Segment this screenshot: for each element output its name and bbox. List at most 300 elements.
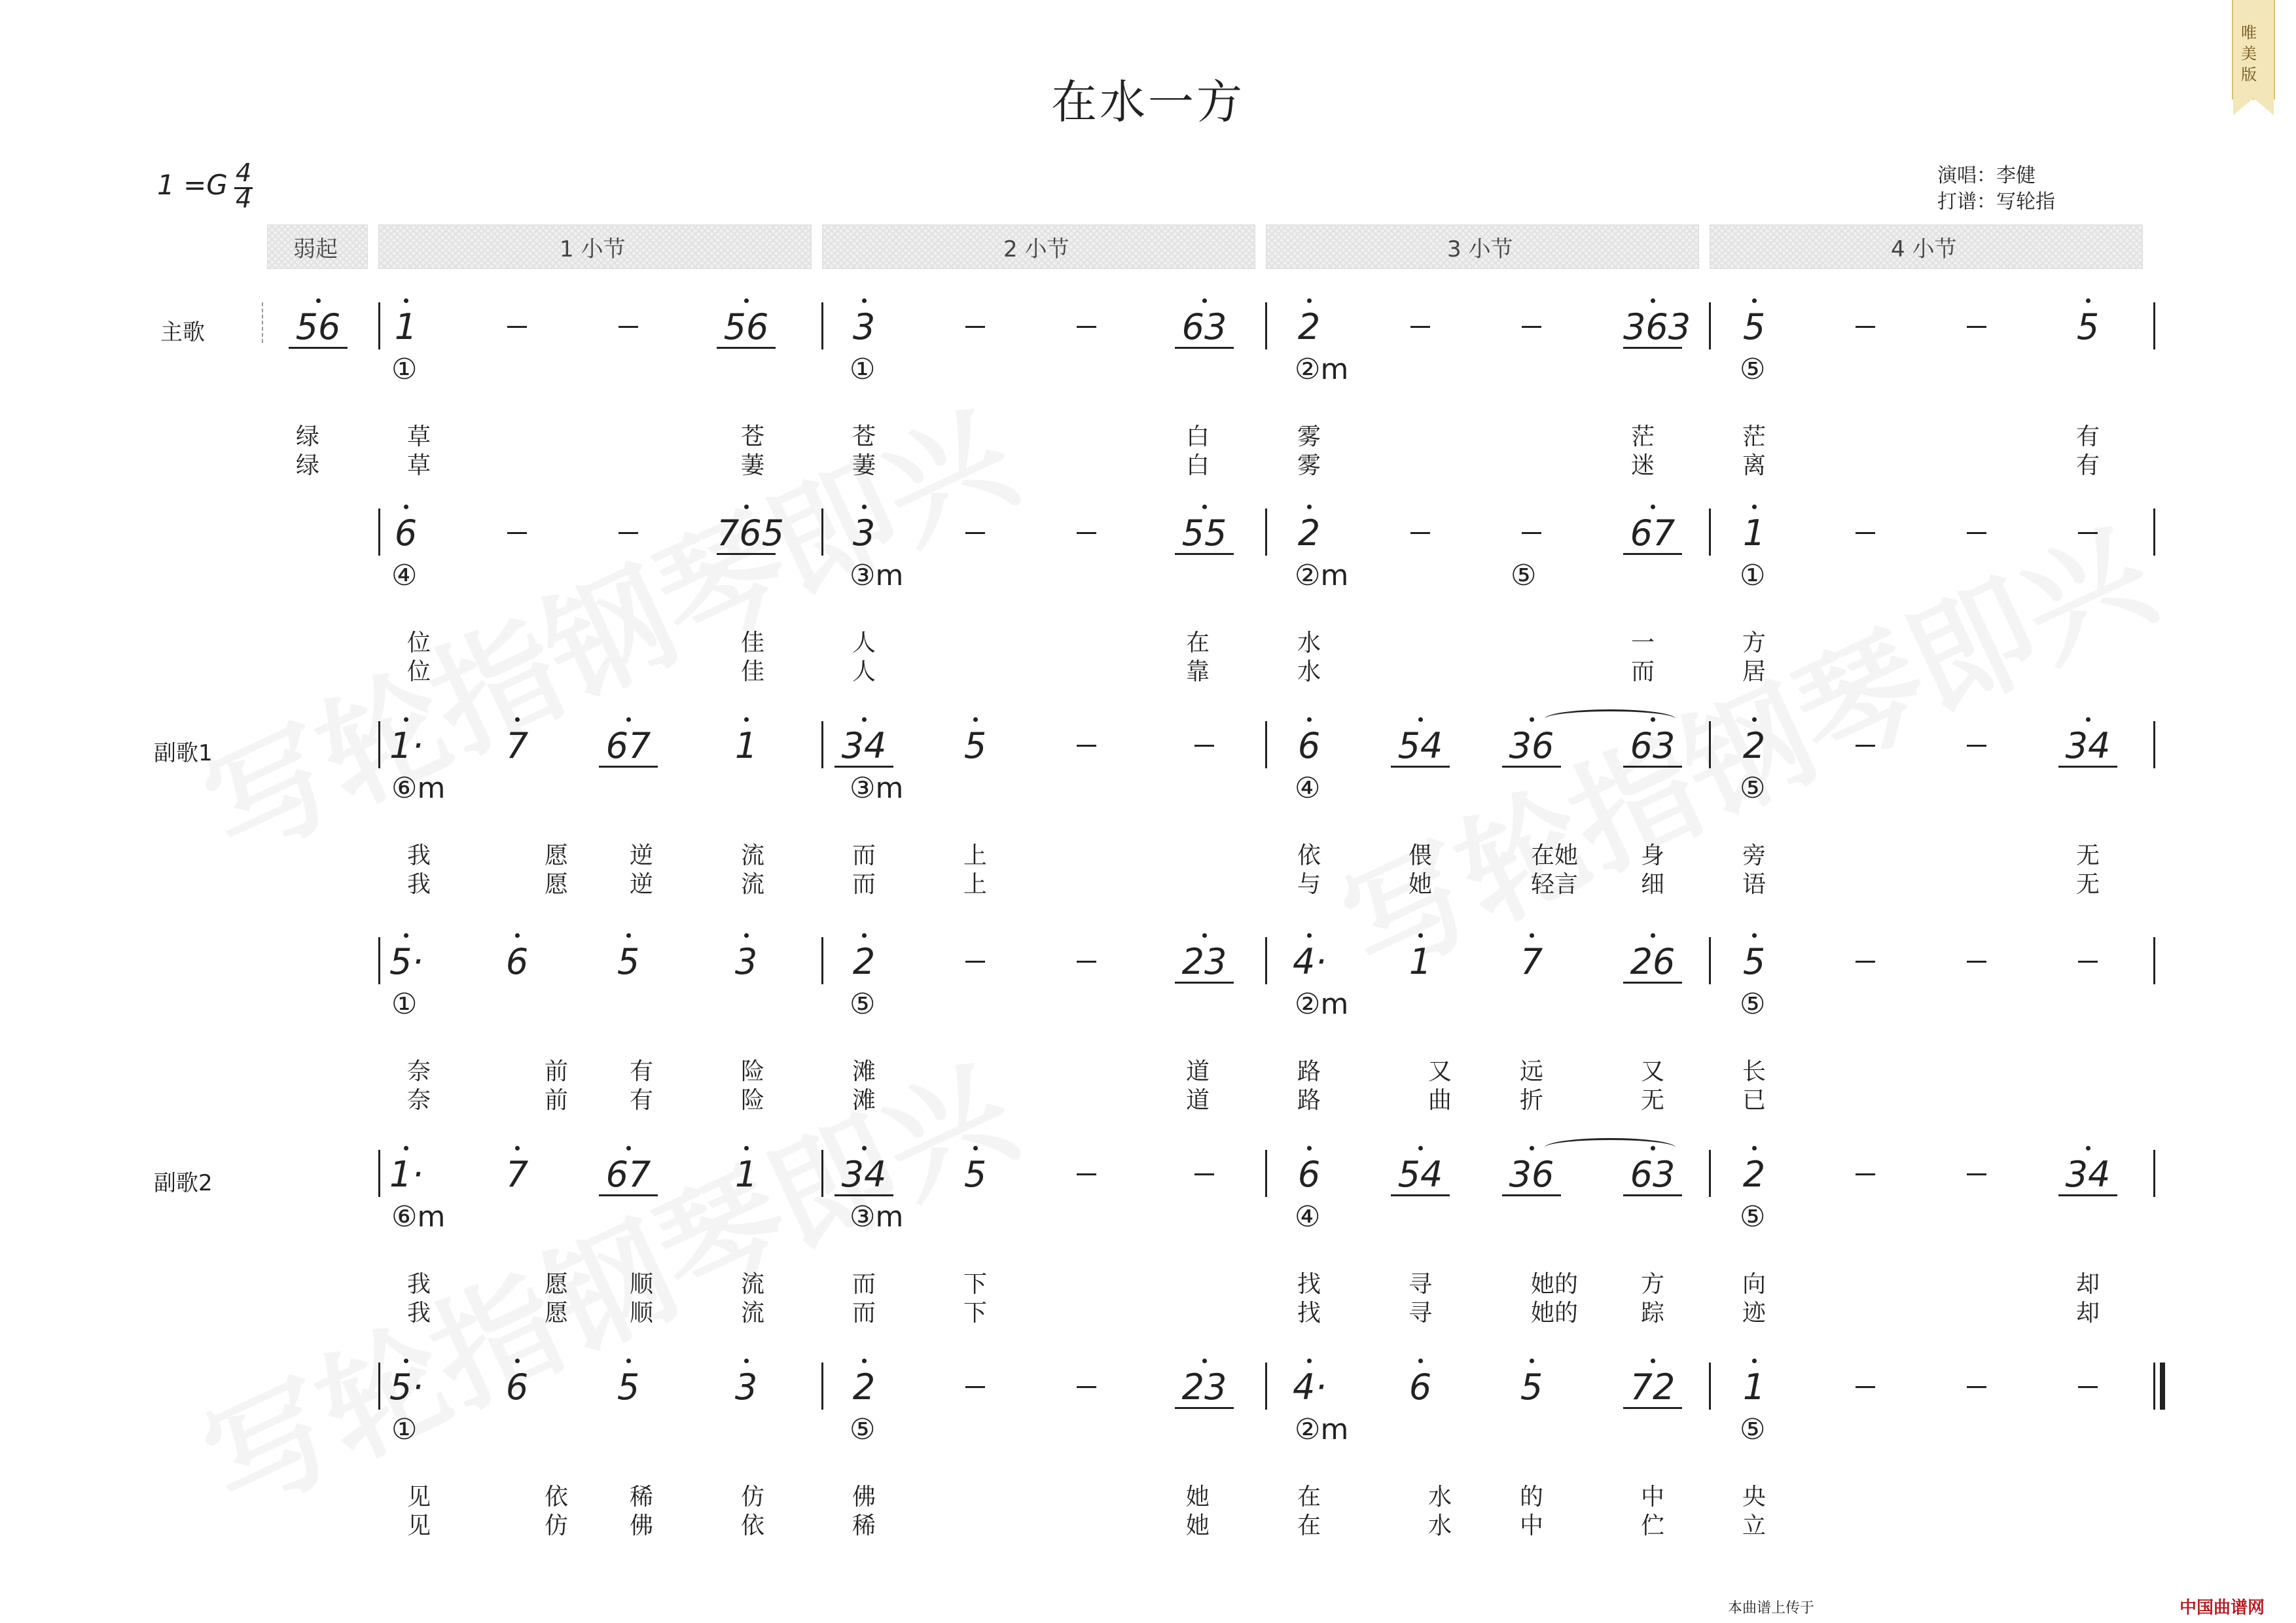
- lyric-line1: 远: [1519, 1058, 1543, 1085]
- lyric-line2: 愿: [544, 871, 568, 898]
- barline: [2153, 1363, 2155, 1410]
- lyric-line2: 折: [1519, 1087, 1543, 1114]
- lyric-line2: 仿: [544, 1512, 568, 1539]
- lyric-line2: 却: [2075, 1300, 2100, 1327]
- note: 2: [1742, 725, 1766, 766]
- lyric-line1: 偎: [1408, 842, 1432, 869]
- lyric-line2: 滩: [852, 1087, 876, 1114]
- lyric-line2: 而: [852, 1300, 876, 1327]
- lyric-line1: 茫: [1742, 423, 1766, 450]
- dash-sustain: [619, 326, 638, 328]
- octave-dot: [1202, 298, 1207, 303]
- lyric-line2: 依: [740, 1512, 764, 1539]
- fingering: ⑤: [850, 1413, 876, 1446]
- note: 23: [1175, 1368, 1234, 1409]
- lyric-line2: 顺: [629, 1300, 653, 1327]
- note: 67: [599, 1155, 658, 1196]
- note: 34: [2058, 1155, 2117, 1196]
- note: 5: [963, 1154, 987, 1195]
- lyric-line1: 茫: [1630, 423, 1655, 450]
- dash-sustain: [965, 1386, 985, 1388]
- note: 5: [617, 1366, 640, 1408]
- octave-dot: [1530, 1146, 1534, 1150]
- lyric-line2: 位: [406, 658, 431, 685]
- barline: [1265, 508, 1267, 556]
- note: 63: [1623, 726, 1682, 768]
- barline: [1265, 721, 1267, 768]
- lyric-line1: 水: [1297, 630, 1321, 656]
- barline: [1265, 1150, 1267, 1197]
- octave-dot: [1307, 298, 1312, 303]
- footer-logo: 中国曲谱网: [2179, 1598, 2265, 1618]
- fingering: ③m: [850, 1200, 904, 1234]
- fingering: ①: [1740, 559, 1766, 592]
- lyric-line1: 方: [1640, 1271, 1664, 1298]
- lyric-line1: 见: [406, 1484, 431, 1510]
- barline: [1709, 1150, 1711, 1197]
- lyric-line1: 愿: [544, 842, 568, 869]
- lyric-line1: 绿: [295, 423, 319, 450]
- note: 6: [1297, 725, 1321, 766]
- barline: [378, 1150, 380, 1197]
- lyric-line2: 草: [406, 452, 431, 479]
- lyric-line2: 道: [1185, 1087, 1210, 1114]
- barline: [2153, 937, 2155, 984]
- octave-dot: [404, 717, 408, 722]
- lyric-line2: 而: [1630, 658, 1655, 685]
- dash-sustain: [507, 326, 527, 328]
- fingering: ⑤: [1511, 559, 1537, 592]
- lyric-line2: 轻言: [1530, 871, 1578, 898]
- lyric-line1: 寻: [1408, 1271, 1432, 1298]
- lyric-line2: 下: [963, 1300, 987, 1327]
- octave-dot: [404, 505, 408, 509]
- lyric-line2: 与: [1297, 871, 1321, 898]
- note: 55: [1175, 514, 1234, 555]
- lyric-line2: 前: [544, 1087, 568, 1114]
- fingering: ①: [391, 1413, 418, 1446]
- lyric-line2: 居: [1742, 658, 1766, 685]
- octave-dot: [626, 717, 631, 722]
- octave-dot: [404, 933, 408, 938]
- dash-sustain: [965, 532, 985, 534]
- lyric-line2: 而: [852, 871, 876, 898]
- note: 5: [1742, 941, 1766, 982]
- barline: [2153, 1150, 2155, 1197]
- octave-dot: [1651, 933, 1655, 938]
- octave-dot: [1752, 298, 1757, 303]
- octave-dot: [1307, 717, 1312, 722]
- fingering: ⑥m: [391, 772, 446, 805]
- slur: [1545, 1138, 1676, 1157]
- page-title: 在水一方: [1051, 75, 1245, 129]
- note: 2: [852, 941, 876, 982]
- lyric-line2: 有: [2075, 452, 2100, 479]
- fingering: ⑤: [1740, 1200, 1766, 1234]
- note: 6: [505, 941, 529, 982]
- lyric-line1: 仿: [740, 1484, 764, 1510]
- fingering: ④: [1295, 772, 1321, 805]
- note: 4·: [1293, 941, 1327, 982]
- badge-char: 版: [2241, 65, 2257, 84]
- lyric-line1: 又: [1640, 1058, 1664, 1085]
- fingering: ①: [391, 988, 418, 1021]
- dash-sustain: [1522, 532, 1541, 534]
- octave-dot: [2086, 717, 2090, 722]
- note: 34: [2058, 726, 2117, 768]
- octave-dot: [1530, 1359, 1534, 1363]
- barline: [378, 721, 380, 768]
- fingering: ④: [391, 559, 418, 592]
- note: 3: [852, 512, 876, 554]
- octave-dot: [1418, 933, 1423, 938]
- note: 5: [617, 941, 640, 982]
- octave-dot: [1752, 1146, 1757, 1150]
- lyric-line2: 水: [1427, 1512, 1452, 1539]
- note: 1·: [389, 1154, 423, 1195]
- note: 5·: [389, 1366, 423, 1408]
- fingering: ②m: [1295, 353, 1349, 386]
- lyric-line2: 伫: [1640, 1512, 1664, 1539]
- note: 34: [834, 1155, 893, 1196]
- octave-dot: [1752, 717, 1757, 722]
- ruler-label: 1 小节: [560, 236, 626, 262]
- note: 56: [289, 308, 348, 349]
- lyric-line2: 她: [1185, 1512, 1210, 1539]
- octave-dot: [1651, 298, 1655, 303]
- note: 5: [2076, 306, 2100, 348]
- octave-dot: [973, 717, 978, 722]
- barline: [1709, 1363, 1711, 1410]
- lyric-line2: 萋: [740, 452, 764, 479]
- octave-dot: [515, 1146, 520, 1150]
- ruler-label: 4 小节: [1891, 236, 1957, 262]
- lyric-line2: 佳: [740, 658, 764, 685]
- octave-dot: [862, 1146, 867, 1150]
- lyric-line2: 见: [406, 1512, 431, 1539]
- dash-sustain: [1967, 532, 1986, 534]
- lyric-line2: 中: [1519, 1512, 1543, 1539]
- lyric-line1: 水: [1427, 1484, 1452, 1510]
- dash-sustain: [1194, 745, 1214, 747]
- note: 2: [1297, 306, 1321, 348]
- octave-dot: [1202, 1359, 1207, 1363]
- singer-credit: 演唱：李健: [1937, 164, 2036, 187]
- octave-dot: [744, 717, 749, 722]
- octave-dot: [1752, 1359, 1757, 1363]
- fingering: ⑤: [1740, 353, 1766, 386]
- lyric-line2: 雾: [1297, 452, 1321, 479]
- fingering: ⑤: [1740, 988, 1766, 1021]
- dash-sustain: [1077, 326, 1096, 328]
- lyric-line1: 向: [1742, 1271, 1766, 1298]
- octave-dot: [2086, 298, 2090, 303]
- lyric-line1: 顺: [629, 1271, 653, 1298]
- note: 4·: [1293, 1366, 1327, 1408]
- lyric-line2: 立: [1742, 1512, 1766, 1539]
- note: 1·: [389, 725, 423, 766]
- section-label-chorus1: 副歌1: [154, 740, 213, 766]
- lyric-line2: 萋: [852, 452, 876, 479]
- dash-sustain: [1077, 745, 1096, 747]
- note: 54: [1391, 1155, 1450, 1196]
- barline: [1709, 508, 1711, 556]
- barline: [378, 508, 380, 556]
- fingering: ②m: [1295, 988, 1349, 1021]
- octave-dot: [404, 1146, 408, 1150]
- barline: [821, 721, 823, 768]
- octave-dot: [515, 717, 520, 722]
- note: 36: [1502, 1155, 1561, 1196]
- octave-dot: [1651, 505, 1655, 509]
- lyric-line2: 人: [852, 658, 876, 685]
- footer-text: 本曲谱上传于: [1728, 1600, 1815, 1616]
- fingering: ④: [1295, 1200, 1321, 1234]
- octave-dot: [1418, 1359, 1423, 1363]
- dash-sustain: [965, 326, 985, 328]
- badge-char: 美: [2241, 45, 2257, 63]
- lyric-line2: 奈: [406, 1087, 431, 1114]
- lyric-line2: 寻: [1408, 1300, 1432, 1327]
- note: 1: [1742, 512, 1766, 554]
- note: 1: [1408, 941, 1432, 982]
- badge-char: 唯: [2241, 24, 2257, 42]
- octave-dot: [862, 298, 867, 303]
- barline: [2153, 721, 2155, 768]
- barline: [821, 937, 823, 984]
- lyric-line1: 找: [1297, 1271, 1321, 1298]
- lyric-line1: 雾: [1297, 423, 1321, 450]
- lyric-line2: 流: [740, 871, 764, 898]
- octave-dot: [744, 505, 749, 509]
- ruler-label: 2 小节: [1003, 236, 1069, 262]
- dash-sustain: [1856, 326, 1875, 328]
- ruler-label: 3 小节: [1447, 236, 1513, 262]
- dash-sustain: [1410, 326, 1430, 328]
- octave-dot: [744, 933, 749, 938]
- lyric-line1: 白: [1185, 423, 1210, 450]
- fingering: ⑥m: [391, 1200, 446, 1234]
- lyric-line1: 央: [1742, 1484, 1766, 1510]
- octave-dot: [515, 933, 520, 938]
- lyric-line1: 的: [1519, 1484, 1543, 1510]
- lyric-line2: 细: [1640, 871, 1664, 898]
- lyric-line2: 迷: [1630, 452, 1655, 479]
- note: 6: [1297, 1154, 1321, 1195]
- lyric-line2: 她: [1408, 871, 1432, 898]
- note: 2: [1297, 512, 1321, 554]
- note: 54: [1391, 726, 1450, 768]
- slur: [1545, 709, 1676, 728]
- time-signature-bottom: 4: [236, 185, 252, 213]
- lyric-line1: 佛: [852, 1484, 876, 1510]
- note: 2: [852, 1366, 876, 1408]
- lyric-line1: 上: [963, 842, 987, 869]
- octave-dot: [862, 717, 867, 722]
- lyric-line2: 上: [963, 871, 987, 898]
- note: 1: [734, 725, 758, 766]
- lyric-line2: 曲: [1427, 1087, 1452, 1114]
- lyric-line1: 她: [1185, 1484, 1210, 1510]
- note: 72: [1623, 1368, 1682, 1409]
- lyric-line1: 险: [740, 1058, 764, 1085]
- note: 63: [1175, 308, 1234, 349]
- lyric-line2: 已: [1742, 1087, 1766, 1114]
- lyric-line1: 草: [406, 423, 431, 450]
- note: 1: [1742, 1366, 1766, 1408]
- fingering: ①: [391, 353, 418, 386]
- lyric-line1: 无: [2075, 842, 2100, 869]
- note: 7: [505, 725, 529, 766]
- arranger-credit: 打谱：写轮指: [1937, 190, 2055, 213]
- fingering: ②m: [1295, 1413, 1349, 1446]
- note: 67: [1623, 514, 1682, 555]
- lyric-line1: 人: [852, 630, 876, 656]
- barline: [821, 1363, 823, 1410]
- lyric-line1: 长: [1742, 1058, 1766, 1085]
- dash-sustain: [1856, 1386, 1875, 1388]
- dash-sustain: [1194, 1173, 1214, 1175]
- note: 3: [734, 941, 758, 982]
- dash-sustain: [619, 532, 638, 534]
- octave-dot: [862, 1359, 867, 1363]
- octave-dot: [404, 298, 408, 303]
- note: 23: [1175, 942, 1234, 984]
- lyric-line1: 有: [629, 1058, 653, 1085]
- lyric-line1: 苍: [852, 423, 876, 450]
- dash-sustain: [1967, 745, 1986, 747]
- octave-dot: [1651, 1359, 1655, 1363]
- lyric-line2: 靠: [1185, 658, 1210, 685]
- lyric-line2: 路: [1297, 1087, 1321, 1114]
- lyric-line1: 苍: [740, 423, 764, 450]
- lyric-line1: 而: [852, 1271, 876, 1298]
- lyric-line1: 愿: [544, 1271, 568, 1298]
- lyric-line2: 踪: [1640, 1300, 1664, 1327]
- lyric-line1: 我: [406, 1271, 431, 1298]
- note: 63: [1623, 1155, 1682, 1196]
- lyric-line2: 水: [1297, 658, 1321, 685]
- octave-dot: [1752, 505, 1757, 509]
- octave-dot: [1307, 933, 1312, 938]
- note: 1: [734, 1154, 758, 1195]
- note: 6: [394, 512, 418, 554]
- lyric-line2: 绿: [295, 452, 319, 479]
- octave-dot: [862, 933, 867, 938]
- barline: [821, 302, 823, 349]
- dash-sustain: [1856, 1173, 1875, 1175]
- lyric-line2: 在: [1297, 1512, 1321, 1539]
- note: 5: [1742, 306, 1766, 348]
- octave-dot: [626, 1146, 631, 1150]
- octave-dot: [1202, 933, 1207, 938]
- fingering: ③m: [850, 559, 904, 592]
- time-signature-top: 4: [236, 158, 252, 187]
- lyric-line2: 白: [1185, 452, 1210, 479]
- lyric-line1: 前: [544, 1058, 568, 1085]
- lyric-line1: 在她: [1530, 842, 1578, 869]
- lyric-line1: 道: [1185, 1058, 1210, 1085]
- lyric-line1: 而: [852, 842, 876, 869]
- lyric-line1: 下: [963, 1271, 987, 1298]
- note: 363: [1623, 306, 1691, 348]
- barline: [378, 1363, 380, 1410]
- lyric-line2: 有: [629, 1087, 653, 1114]
- barline: [1709, 937, 1711, 984]
- final-barline: [2160, 1363, 2165, 1410]
- dash-sustain: [1967, 1386, 1986, 1388]
- lyric-line1: 又: [1427, 1058, 1452, 1085]
- dash-sustain: [1967, 326, 1986, 328]
- lyric-line1: 在: [1297, 1484, 1321, 1510]
- barline: [1265, 937, 1267, 984]
- note: 6: [505, 1366, 529, 1408]
- barline: [1265, 302, 1267, 349]
- lyric-line1: 位: [406, 630, 431, 656]
- dash-sustain: [1856, 961, 1875, 963]
- note: 765: [717, 512, 785, 554]
- dash-sustain: [1077, 1386, 1096, 1388]
- note: 1: [394, 306, 418, 348]
- lyric-line2: 愿: [544, 1300, 568, 1327]
- barline: [821, 1150, 823, 1197]
- ruler-label: 弱起: [293, 236, 338, 262]
- lyric-line2: 离: [1742, 452, 1766, 479]
- octave-dot: [973, 1146, 978, 1150]
- barline: [1265, 1363, 1267, 1410]
- fingering: ⑤: [1740, 772, 1766, 805]
- octave-dot: [1752, 933, 1757, 938]
- lyric-line2: 她的: [1530, 1300, 1578, 1327]
- dash-sustain: [2078, 532, 2098, 534]
- lyric-line1: 稀: [629, 1484, 653, 1510]
- lyric-line2: 语: [1742, 871, 1766, 898]
- octave-dot: [1418, 1146, 1423, 1150]
- note: 5: [1520, 1366, 1543, 1408]
- octave-dot: [744, 1146, 749, 1150]
- lyric-line2: 无: [1640, 1087, 1664, 1114]
- lyric-line2: 流: [740, 1300, 764, 1327]
- note: 5·: [389, 941, 423, 982]
- lyric-line1: 中: [1640, 1484, 1664, 1510]
- octave-dot: [744, 1359, 749, 1363]
- note: 36: [1502, 726, 1561, 768]
- lyric-line1: 逆: [629, 842, 653, 869]
- lyric-line1: 奈: [406, 1058, 431, 1085]
- fingering: ①: [850, 353, 876, 386]
- octave-dot: [1202, 505, 1207, 509]
- lyric-line1: 有: [2075, 423, 2100, 450]
- dash-sustain: [1410, 532, 1430, 534]
- octave-dot: [404, 1359, 408, 1363]
- note: 6: [1408, 1366, 1432, 1408]
- note: 7: [1520, 941, 1543, 982]
- note: 2: [1742, 1154, 1766, 1195]
- barline: [378, 937, 380, 984]
- barline: [378, 302, 380, 349]
- lyric-line1: 依: [544, 1484, 568, 1510]
- pickup-divider: [262, 302, 264, 343]
- note: 5: [963, 725, 987, 766]
- octave-dot: [1530, 717, 1534, 722]
- note: 67: [599, 726, 658, 768]
- fingering: ⑤: [1740, 1413, 1766, 1446]
- lyric-line2: 逆: [629, 871, 653, 898]
- octave-dot: [862, 505, 867, 509]
- lyric-line2: 无: [2075, 871, 2100, 898]
- octave-dot: [1418, 717, 1423, 722]
- note: 7: [505, 1154, 529, 1195]
